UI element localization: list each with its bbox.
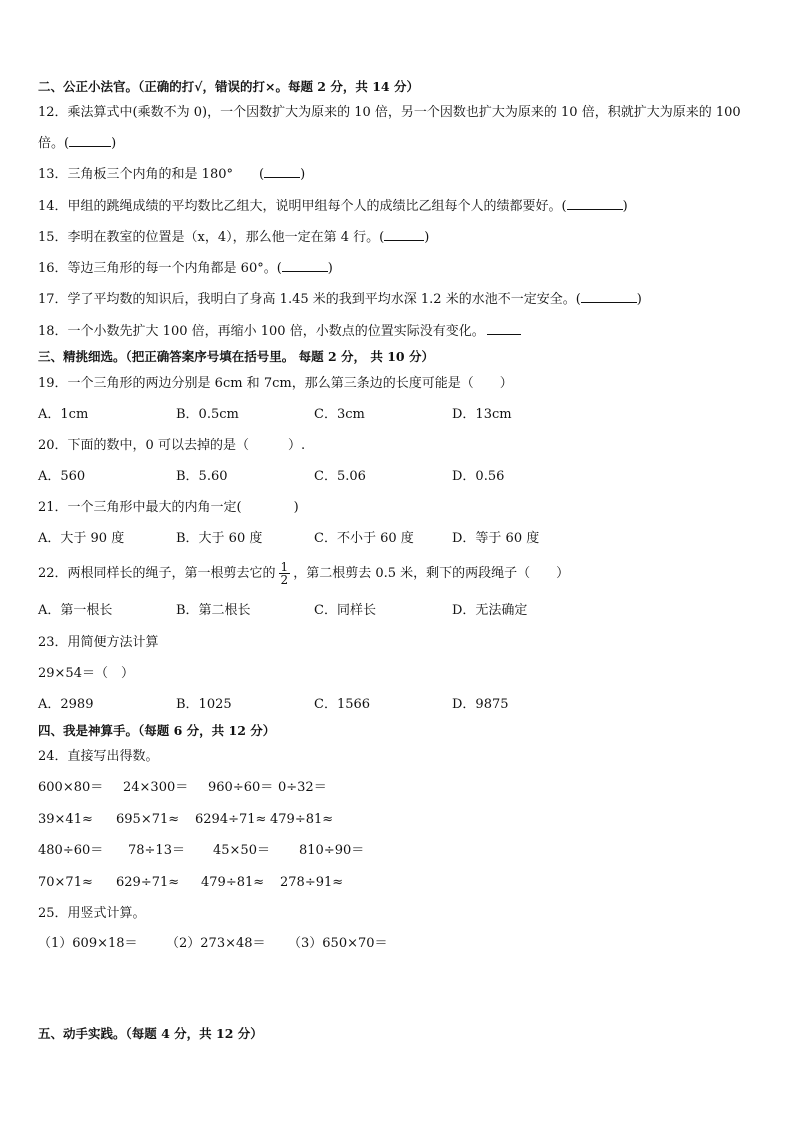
question-18: [38, 324, 521, 340]
q15-close: ): [424, 230, 430, 245]
q23-option-b[interactable]: B．1025: [176, 697, 232, 712]
calc-item: 24×300＝: [123, 780, 189, 795]
q21-option-d[interactable]: D．等于 60 度: [452, 531, 540, 546]
q23-option-d[interactable]: D．9875: [452, 697, 509, 712]
q18-text: 18．一个小数先扩大 100 倍，再缩小 100 倍，小数点的位置实际没有变化。: [38, 324, 485, 339]
question-16: [38, 261, 333, 277]
q14-close: ): [622, 199, 628, 214]
q22-option-c[interactable]: C．同样长: [314, 603, 376, 618]
vertical-calc-item: （1）609×18＝: [38, 936, 138, 951]
question-13: [38, 167, 305, 183]
question-22: [38, 560, 569, 588]
calc-item: 695×71≈: [116, 812, 180, 827]
q15-text: 15．李明在教室的位置是（x，4），那么他一定在第 4 行。(: [38, 230, 385, 245]
q13-close: ): [300, 167, 306, 182]
calc-item: 479÷81≈: [201, 875, 265, 890]
question-14: [38, 199, 628, 215]
question-12-line2: [38, 136, 116, 152]
q21-option-b[interactable]: B．大于 60 度: [176, 531, 263, 546]
question-12-line1: 12．乘法算式中(乘数不为 0)，一个因数扩大为原来的 10 倍，另一个因数也扩大为原来的 10 倍，积就扩大为原来的 100: [38, 105, 741, 120]
vertical-calc-item: （3）650×70＝: [288, 936, 388, 951]
q18-answer-blank[interactable]: [487, 334, 521, 335]
q22-text-start: 22．两根同样长的绳子，第一根剪去它的: [38, 566, 276, 581]
q13-answer-blank[interactable]: [264, 177, 300, 178]
q22-option-d[interactable]: D．无法确定: [452, 603, 528, 618]
question-19: 19．一个三角形的两边分别是 6cm 和 7cm，那么第三条边的长度可能是（ ）: [38, 376, 513, 391]
q20-option-b[interactable]: B．5.60: [176, 469, 228, 484]
q20-option-a[interactable]: A．560: [38, 469, 86, 484]
calc-item: 479÷81≈: [270, 812, 334, 827]
q12-close: ): [111, 136, 117, 151]
calc-item: 45×50＝: [213, 843, 270, 858]
section-5-title: 五、动手实践。（每题 4 分，共 12 分）: [38, 1026, 263, 1041]
question-23: 23．用简便方法计算: [38, 635, 159, 650]
q20-option-c[interactable]: C．5.06: [314, 469, 366, 484]
section-3-title: 三、精挑细选。（把正确答案序号填在括号里。 每题 2 分， 共 10 分）: [38, 349, 434, 364]
question-24: 24．直接写出得数。: [38, 749, 159, 764]
q13-text: 13．三角板三个内角的和是 180° (: [38, 167, 265, 182]
q21-option-c[interactable]: C．不小于 60 度: [314, 531, 414, 546]
q17-close: ): [636, 292, 642, 307]
q22-fraction: [279, 561, 291, 586]
calc-item: 480÷60＝: [38, 843, 104, 858]
q19-option-c[interactable]: C．3cm: [314, 407, 365, 422]
q16-text: 16．等边三角形的每一个内角都是 60°。(: [38, 261, 282, 276]
vertical-calc-item: （2）273×48＝: [166, 936, 266, 951]
q12-text: 倍。(: [38, 136, 70, 151]
q16-answer-blank[interactable]: [282, 271, 328, 272]
q21-option-a[interactable]: A．大于 90 度: [38, 531, 125, 546]
section-2-title: 二、公正小法官。（正确的打√，错误的打×。每题 2 分，共 14 分）: [38, 79, 419, 94]
q14-text: 14．甲组的跳绳成绩的平均数比乙组大，说明甲组每个人的成绩比乙组每个人的绩都要好。(: [38, 199, 567, 214]
calc-item: 0÷32＝: [278, 780, 327, 795]
q19-option-a[interactable]: A．1cm: [38, 407, 89, 422]
calc-item: 78÷13＝: [128, 843, 185, 858]
fraction-numerator: 1: [280, 560, 289, 574]
q17-text: 17．学了平均数的知识后，我明白了身高 1.45 米的我到平均水深 1.2 米的水池不一定安全。(: [38, 292, 581, 307]
q22-option-a[interactable]: A．第一根长: [38, 603, 113, 618]
calc-item: 629÷71≈: [116, 875, 180, 890]
q20-option-d[interactable]: D．0.56: [452, 469, 505, 484]
q16-close: ): [327, 261, 333, 276]
q17-answer-blank[interactable]: [581, 302, 637, 303]
question-25: 25．用竖式计算。: [38, 906, 146, 921]
section-4-title: 四、我是神算手。（每题 6 分，共 12 分）: [38, 723, 276, 738]
question-20: 20．下面的数中，0 可以去掉的是（ ）.: [38, 438, 306, 453]
fraction-denominator: 2: [280, 573, 289, 587]
calc-item: 810÷90＝: [299, 843, 365, 858]
q22-text-end: ，第二根剪去 0.5 米，剩下的两段绳子（ ）: [293, 566, 570, 581]
calc-item: 600×80＝: [38, 780, 104, 795]
calc-item: 278÷91≈: [280, 875, 344, 890]
q22-option-b[interactable]: B．第二根长: [176, 603, 251, 618]
calc-item: 70×71≈: [38, 875, 93, 890]
q14-answer-blank[interactable]: [567, 209, 623, 210]
question-17: [38, 292, 642, 308]
q19-option-d[interactable]: D．13cm: [452, 407, 512, 422]
calc-item: 960÷60＝: [208, 780, 274, 795]
q15-answer-blank[interactable]: [384, 240, 424, 241]
calc-item: 39×41≈: [38, 812, 93, 827]
question-15: [38, 230, 429, 246]
q19-option-b[interactable]: B．0.5cm: [176, 407, 239, 422]
question-23-expression: 29×54＝（ ）: [38, 666, 134, 681]
q23-option-c[interactable]: C．1566: [314, 697, 371, 712]
calc-item: 6294÷71≈: [195, 812, 267, 827]
q23-option-a[interactable]: A．2989: [38, 697, 94, 712]
question-21: 21．一个三角形中最大的内角一定( ): [38, 500, 299, 515]
q12-answer-blank[interactable]: [69, 146, 111, 147]
